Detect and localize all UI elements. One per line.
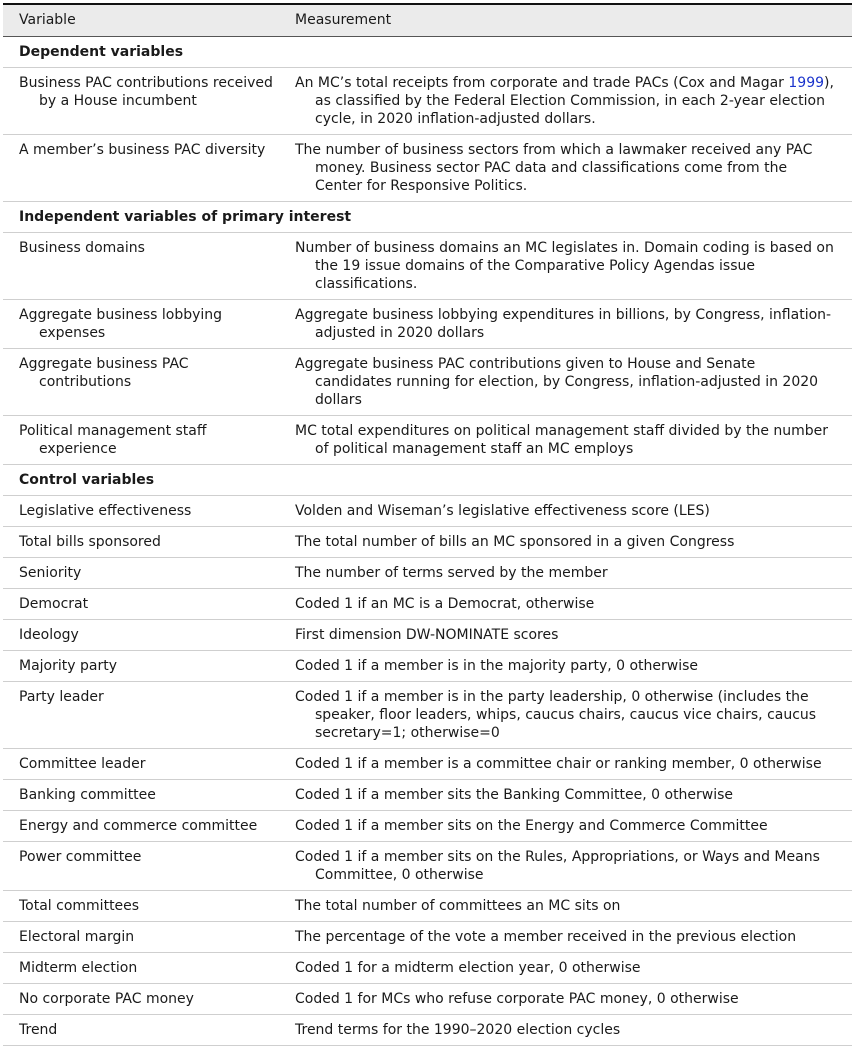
variable-cell: Aggregate business PAC contributions (19, 356, 189, 390)
section-title-dependent: Dependent variables (3, 37, 852, 68)
variable-cell: Majority party (19, 658, 117, 674)
section-row (3, 37, 852, 68)
variable-cell: Power committee (19, 849, 142, 865)
table-row (3, 749, 852, 780)
header-variable: Variable (3, 4, 279, 37)
table-row (3, 811, 852, 842)
variable-cell: Business domains (19, 240, 145, 256)
section-title-independent: Independent variables of primary interest (3, 202, 852, 233)
measurement-cell: Coded 1 for MCs who refuse corporate PAC money, 0 otherwise (295, 991, 739, 1007)
variable-cell: Energy and commerce committee (19, 818, 258, 834)
measurement-cell: Coded 1 if a member is in the majority party, 0 otherwise (295, 658, 699, 674)
measurement-cell: Coded 1 if a member sits the Banking Committee, 0 otherwise (295, 787, 734, 803)
table-row (3, 558, 852, 589)
table-row (3, 682, 852, 749)
variable-cell: No corporate PAC money (19, 991, 194, 1007)
variable-cell: Ideology (19, 627, 79, 643)
measurement-cell: The total number of committees an MC sits on (295, 898, 621, 914)
measurement-cell: The percentage of the vote a member received in the previous election (295, 929, 797, 945)
measurement-cell: Volden and Wiseman’s legislative effectiveness score (LES) (295, 503, 710, 519)
variable-cell: Total committees (19, 898, 140, 914)
header-row (3, 4, 852, 37)
variable-cell: Legislative effectiveness (19, 503, 192, 519)
variable-cell: Democrat (19, 596, 89, 612)
measurement-cell (295, 74, 834, 128)
variable-cell: Midterm election (19, 960, 138, 976)
table-row (3, 416, 852, 465)
measurement-cell: Coded 1 if an MC is a Democrat, otherwise (295, 596, 595, 612)
measurement-cell: Coded 1 if a member sits on the Rules, Appropriations, or Ways and Means Committee, 0 otherwise (295, 849, 820, 883)
variable-cell: Banking committee (19, 787, 156, 803)
variable-cell: Seniority (19, 565, 82, 581)
citation-link[interactable]: 1999 (788, 75, 825, 91)
table-row (3, 780, 852, 811)
variable-cell: Party leader (19, 689, 104, 705)
measurement-cell: Coded 1 if a member is in the party leadership, 0 otherwise (includes the speaker, floor leaders, whips, caucus chairs, caucus vice chairs, caucus secretary=1; otherwise=0 (295, 689, 817, 741)
variables-table (3, 3, 852, 1046)
variable-cell: Business PAC contributions received by a House incumbent (19, 75, 273, 109)
measurement-cell: Coded 1 if a member sits on the Energy and Commerce Committee (295, 818, 768, 834)
variable-cell: Total bills sponsored (19, 534, 161, 550)
measurement-cell: First dimension DW-NOMINATE scores (295, 627, 559, 643)
section-row (3, 202, 852, 233)
table-row (3, 922, 852, 953)
variable-cell: Electoral margin (19, 929, 135, 945)
measurement-cell: MC total expenditures on political management staff divided by the number of political management staff an MC employs (295, 423, 829, 457)
table-row (3, 349, 852, 416)
variable-cell: Trend (19, 1022, 58, 1038)
variable-cell: A member’s business PAC diversity (19, 142, 266, 158)
table-row (3, 68, 852, 135)
measurement-cell: The number of business sectors from which a lawmaker received any PAC money. Business sector PAC data and classifications come from the Center for Responsive Politics. (295, 142, 813, 194)
measurement-cell: Trend terms for the 1990–2020 election cycles (295, 1022, 621, 1038)
table-row (3, 984, 852, 1015)
variable-cell: Aggregate business lobbying expenses (19, 307, 223, 341)
table-row (3, 233, 852, 300)
table-row (3, 135, 852, 202)
variable-cell: Political management staff experience (19, 423, 207, 457)
measurement-cell: Aggregate business lobbying expenditures in billions, by Congress, inflation-adjusted in 2020 dollars (295, 307, 832, 341)
measurement-cell: Coded 1 for a midterm election year, 0 otherwise (295, 960, 641, 976)
table-row (3, 1015, 852, 1046)
measurement-cell: The total number of bills an MC sponsored in a given Congress (295, 534, 735, 550)
table-row (3, 842, 852, 891)
table-row (3, 651, 852, 682)
measurement-text: An MC’s total receipts from corporate and trade PACs (Cox and Magar (295, 75, 789, 91)
table-row (3, 891, 852, 922)
measurement-text: ), as classified by the Federal Election Commission, in each 2-year election cycle, in 2020 inflation-adjusted dollars. (315, 75, 834, 127)
measurement-cell: Number of business domains an MC legislates in. Domain coding is based on the 19 issue domains of the Comparative Policy Agendas issue classifications. (295, 240, 834, 292)
measurement-cell: The number of terms served by the member (295, 565, 608, 581)
section-title-control: Control variables (3, 465, 852, 496)
section-row (3, 465, 852, 496)
measurement-cell: Aggregate business PAC contributions given to House and Senate candidates running for election, by Congress, inflation-adjusted in 2020 dollars (295, 356, 819, 408)
variable-cell: Committee leader (19, 756, 146, 772)
table-row (3, 300, 852, 349)
table-row (3, 953, 852, 984)
header-measurement: Measurement (279, 4, 852, 37)
table-row (3, 496, 852, 527)
table-row (3, 589, 852, 620)
table-row (3, 620, 852, 651)
measurement-cell: Coded 1 if a member is a committee chair or ranking member, 0 otherwise (295, 756, 822, 772)
table-row (3, 527, 852, 558)
